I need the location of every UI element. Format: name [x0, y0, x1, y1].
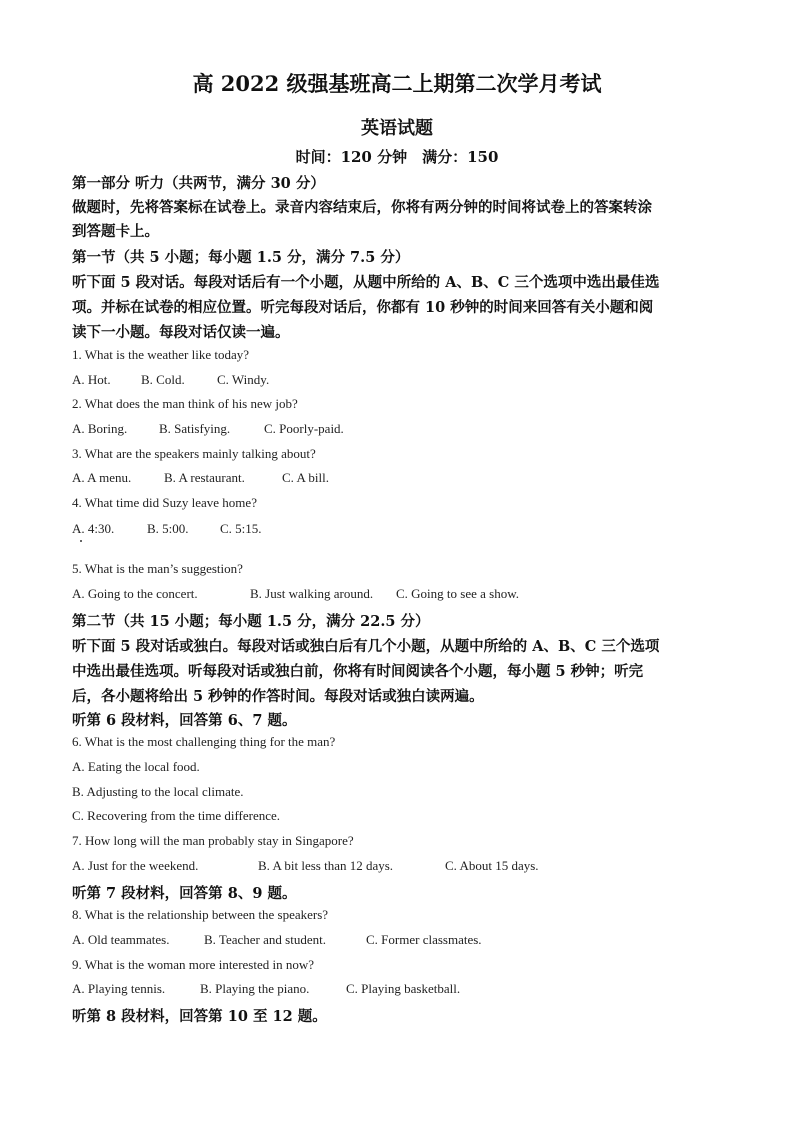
option-b: B. Cold.: [141, 372, 185, 387]
option-a: A. A menu.: [72, 470, 132, 485]
option-b: B. A bit less than 12 days.: [258, 858, 394, 873]
option-b: B. 5:00.: [147, 521, 189, 536]
section2-instruction-line1: 听下面 5 段对话或独白。每段对话或独白后有几个小题，从题中所给的 A、B、C 三个选项: [72, 638, 660, 655]
material-8-label: 听第 8 段材料，回答第 10 至 12 题。: [72, 1008, 327, 1025]
question-6-option-c: C. Recovering from the time difference.: [72, 808, 281, 823]
option-c: C. Former classmates.: [366, 932, 482, 947]
option-c: C. Playing basketball.: [346, 981, 461, 996]
material-7-label: 听第 7 段材料，回答第 8、9 题。: [72, 885, 297, 902]
question-9-options: [72, 981, 460, 997]
option-b: B. Satisfying.: [159, 421, 231, 436]
option-b: B. A restaurant.: [164, 470, 245, 485]
question-5: 5. What is the man’s suggestion?: [72, 561, 243, 576]
question-4-options: [72, 521, 262, 537]
option-c: C. Windy.: [217, 372, 270, 387]
question-9: 9. What is the woman more interested in now?: [72, 957, 315, 972]
section1-instruction-line2: 项。并标在试卷的相应位置。听完每段对话后，你都有 10 秒钟的时间来回答有关小题和阅: [72, 299, 654, 316]
stray-mark: [80, 540, 82, 542]
question-2: 2. What does the man think of his new job?: [72, 396, 298, 411]
option-a: A. Going to the concert.: [72, 586, 198, 601]
section2-instruction-line2: 中选出最佳选项。听每段对话或独白前，你将有时间阅读各个小题，每小题 5 秒钟；听完: [72, 663, 644, 680]
section2-instruction-line3: 后，各小题将给出 5 秒钟的作答时间。每段对话或独白读两遍。: [72, 688, 484, 705]
option-c: C. Poorly-paid.: [264, 421, 344, 436]
question-1-options: [72, 372, 269, 388]
question-7: 7. How long will the man probably stay in Singapore?: [72, 833, 354, 848]
question-6: 6. What is the most challenging thing for the man?: [72, 734, 336, 749]
option-c: C. Going to see a show.: [396, 586, 520, 601]
exam-title: 高 2022 级强基班高二上期第二次学月考试: [192, 71, 602, 96]
option-b: B. Just walking around.: [250, 586, 374, 601]
option-a: A. Boring.: [72, 421, 128, 436]
section1-instruction-line1: 听下面 5 段对话。每段对话后有一个小题，从题中所给的 A、B、C 三个选项中选出最佳选: [72, 274, 660, 291]
option-c: C. A bill.: [282, 470, 329, 485]
part1-instruction-line1: 做题时，先将答案标在试卷上。录音内容结束后，你将有两分钟的时间将试卷上的答案转涂: [72, 199, 652, 216]
section1-instruction-line3: 读下一小题。每段对话仅读一遍。: [72, 324, 290, 341]
question-7-options: [72, 858, 539, 874]
question-1: 1. What is the weather like today?: [72, 347, 250, 362]
question-4: 4. What time did Suzy leave home?: [72, 495, 257, 510]
option-a: A. Old teammates.: [72, 932, 170, 947]
time-score-line: 时间：120 分钟 满分：150: [295, 148, 499, 166]
option-b: B. Teacher and student.: [204, 932, 326, 947]
question-8-options: [72, 932, 482, 948]
section2-heading: 第二节（共 15 小题；每小题 1.5 分，满分 22.5 分）: [72, 613, 430, 630]
section1-heading: 第一节（共 5 小题；每小题 1.5 分，满分 7.5 分）: [72, 249, 410, 266]
option-c: C. About 15 days.: [445, 858, 539, 873]
option-a: A. Just for the weekend.: [72, 858, 199, 873]
option-a: A. Hot.: [72, 372, 111, 387]
part1-instruction-line2: 到答题卡上。: [72, 223, 159, 240]
option-c: C. 5:15.: [220, 521, 262, 536]
question-5-options: [72, 586, 519, 602]
question-3-options: [72, 470, 329, 486]
option-a: A. Playing tennis.: [72, 981, 166, 996]
question-6-option-b: B. Adjusting to the local climate.: [72, 784, 244, 799]
question-3: 3. What are the speakers mainly talking about?: [72, 446, 316, 461]
option-a: A. 4:30.: [72, 521, 115, 536]
option-b: B. Playing the piano.: [200, 981, 310, 996]
part1-heading: 第一部分 听力（共两节，满分 30 分）: [72, 175, 325, 192]
material-6-label: 听第 6 段材料，回答第 6、7 题。: [72, 712, 297, 729]
question-6-option-a: A. Eating the local food.: [72, 759, 200, 774]
question-8: 8. What is the relationship between the speakers?: [72, 907, 329, 922]
question-2-options: [72, 421, 344, 437]
subject-title: 英语试题: [361, 118, 433, 139]
